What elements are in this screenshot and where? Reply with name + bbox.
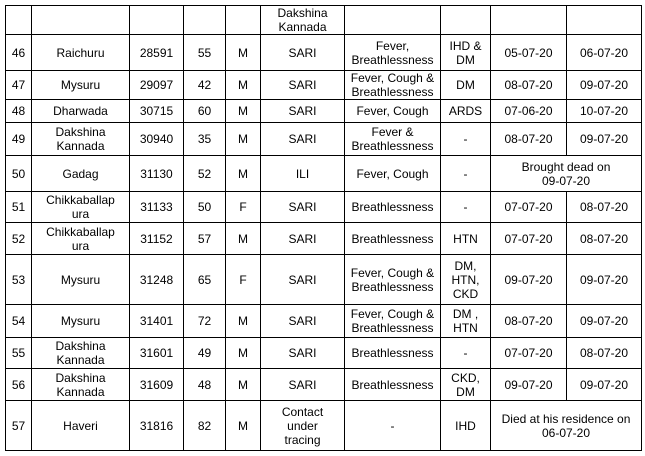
table-row xyxy=(6,71,642,100)
table-row xyxy=(6,223,642,255)
cell-type: SARI xyxy=(261,338,345,369)
cell-age: 72 xyxy=(184,305,226,338)
cell-empty xyxy=(441,6,491,35)
cell-admitted: 09-07-20 xyxy=(491,369,567,401)
cell-comorbid: HTN xyxy=(441,223,491,255)
cell-empty xyxy=(32,6,130,35)
cell-age: 49 xyxy=(184,338,226,369)
cell-comorbid: IHD xyxy=(441,401,491,451)
cell-sex: M xyxy=(226,369,261,401)
cell-died: 10-07-20 xyxy=(567,100,642,123)
table-row xyxy=(6,338,642,369)
table-row xyxy=(6,100,642,123)
cell-symptoms: Breathlessness xyxy=(345,192,441,223)
cell-died: 08-07-20 xyxy=(567,192,642,223)
cell-sex: F xyxy=(226,255,261,305)
cell-no: 51 xyxy=(6,192,32,223)
cell-no: 57 xyxy=(6,401,32,451)
cell-no: 46 xyxy=(6,35,32,71)
cell-outcome-note: Brought dead on 09-07-20 xyxy=(491,156,642,192)
cell-id: 29097 xyxy=(130,71,184,100)
cell-outcome-note: Died at his residence on 06-07-20 xyxy=(491,401,642,451)
cell-type: Contact under tracing xyxy=(261,401,345,451)
cell-admitted: 07-07-20 xyxy=(491,223,567,255)
cell-sex: M xyxy=(226,71,261,100)
cell-symptoms: Fever, Cough & Breathlessness xyxy=(345,255,441,305)
cell-admitted: 05-07-20 xyxy=(491,35,567,71)
cell-symptoms: Breathlessness xyxy=(345,369,441,401)
table-row xyxy=(6,255,642,305)
cell-comorbid: - xyxy=(441,338,491,369)
cell-sex: M xyxy=(226,35,261,71)
cell-district: Mysuru xyxy=(32,71,130,100)
cell-empty xyxy=(491,6,567,35)
cell-comorbid: DM xyxy=(441,71,491,100)
cell-district: Mysuru xyxy=(32,305,130,338)
cell-empty xyxy=(130,6,184,35)
cell-id: 31609 xyxy=(130,369,184,401)
cell-admitted: 08-07-20 xyxy=(491,305,567,338)
cell-comorbid: - xyxy=(441,123,491,156)
cell-type: SARI xyxy=(261,255,345,305)
cell-symptoms: Fever & Breathlessness xyxy=(345,123,441,156)
cell-died: 09-07-20 xyxy=(567,123,642,156)
cell-empty xyxy=(345,6,441,35)
cell-no: 53 xyxy=(6,255,32,305)
cell-age: 60 xyxy=(184,100,226,123)
cell-age: 82 xyxy=(184,401,226,451)
cell-no: 55 xyxy=(6,338,32,369)
cell-no: 56 xyxy=(6,369,32,401)
cell-id: 31133 xyxy=(130,192,184,223)
cell-comorbid: DM, HTN, CKD xyxy=(441,255,491,305)
cell-sex: M xyxy=(226,156,261,192)
cell-type: SARI xyxy=(261,192,345,223)
cell-district: Dakshina Kannada xyxy=(32,338,130,369)
cell-died: 08-07-20 xyxy=(567,338,642,369)
cell-sex: M xyxy=(226,305,261,338)
cell-id: 30940 xyxy=(130,123,184,156)
cell-symptoms: Breathlessness xyxy=(345,223,441,255)
cell-died: 08-07-20 xyxy=(567,223,642,255)
cell-type: SARI xyxy=(261,123,345,156)
cell-id: 31816 xyxy=(130,401,184,451)
cell-district: Raichuru xyxy=(32,35,130,71)
cell-id: 31152 xyxy=(130,223,184,255)
cell-symptoms: - xyxy=(345,401,441,451)
cell-id: 28591 xyxy=(130,35,184,71)
cell-admitted: 08-07-20 xyxy=(491,123,567,156)
cell-admitted: 07-07-20 xyxy=(491,338,567,369)
cell-sex: M xyxy=(226,223,261,255)
cell-sex: M xyxy=(226,123,261,156)
cell-district: Dakshina Kannada xyxy=(32,123,130,156)
cell-no: 52 xyxy=(6,223,32,255)
cell-died: 09-07-20 xyxy=(567,369,642,401)
cell-age: 52 xyxy=(184,156,226,192)
cell-district: Mysuru xyxy=(32,255,130,305)
cell-age: 42 xyxy=(184,71,226,100)
cell-age: 35 xyxy=(184,123,226,156)
cell-age: 65 xyxy=(184,255,226,305)
cell-symptoms: Fever, Cough & Breathlessness xyxy=(345,305,441,338)
cell-age: 57 xyxy=(184,223,226,255)
table-row xyxy=(6,156,642,192)
table-row xyxy=(6,35,642,71)
cell-no: 48 xyxy=(6,100,32,123)
cell-died: 06-07-20 xyxy=(567,35,642,71)
cell-id: 30715 xyxy=(130,100,184,123)
cell-continuation-text: Dakshina Kannada xyxy=(261,6,345,35)
cell-age: 48 xyxy=(184,369,226,401)
cell-age: 55 xyxy=(184,35,226,71)
cell-admitted: 07-06-20 xyxy=(491,100,567,123)
cell-died: 09-07-20 xyxy=(567,71,642,100)
cell-type: SARI xyxy=(261,71,345,100)
cell-id: 31401 xyxy=(130,305,184,338)
cell-comorbid: CKD, DM xyxy=(441,369,491,401)
cell-symptoms: Fever, Breathlessness xyxy=(345,35,441,71)
cell-district: Chikkaballap ura xyxy=(32,223,130,255)
cell-district: Dakshina Kannada xyxy=(32,369,130,401)
cell-no: 50 xyxy=(6,156,32,192)
table-row xyxy=(6,123,642,156)
cell-district: Gadag xyxy=(32,156,130,192)
cell-no: 54 xyxy=(6,305,32,338)
cell-type: SARI xyxy=(261,223,345,255)
cell-empty xyxy=(6,6,32,35)
cell-type: SARI xyxy=(261,100,345,123)
cell-type: SARI xyxy=(261,305,345,338)
cell-district: Dharwada xyxy=(32,100,130,123)
table-row xyxy=(6,192,642,223)
cell-district: Chikkaballap ura xyxy=(32,192,130,223)
cell-id: 31130 xyxy=(130,156,184,192)
table-row-continuation xyxy=(6,6,642,35)
cell-sex: F xyxy=(226,192,261,223)
cell-symptoms: Fever, Cough & Breathlessness xyxy=(345,71,441,100)
cell-comorbid: - xyxy=(441,156,491,192)
cell-empty xyxy=(184,6,226,35)
table-row xyxy=(6,305,642,338)
cell-sex: M xyxy=(226,338,261,369)
cell-admitted: 07-07-20 xyxy=(491,192,567,223)
cell-empty xyxy=(226,6,261,35)
death-cases-table xyxy=(5,5,642,451)
cell-no: 47 xyxy=(6,71,32,100)
cell-symptoms: Breathlessness xyxy=(345,338,441,369)
cell-comorbid: - xyxy=(441,192,491,223)
cell-died: 09-07-20 xyxy=(567,305,642,338)
cell-symptoms: Fever, Cough xyxy=(345,156,441,192)
cell-type: SARI xyxy=(261,35,345,71)
cell-age: 50 xyxy=(184,192,226,223)
cell-empty xyxy=(567,6,642,35)
cell-admitted: 09-07-20 xyxy=(491,255,567,305)
cell-no: 49 xyxy=(6,123,32,156)
cell-admitted: 08-07-20 xyxy=(491,71,567,100)
cell-died: 09-07-20 xyxy=(567,255,642,305)
table-row xyxy=(6,401,642,451)
cell-sex: M xyxy=(226,401,261,451)
cell-district: Haveri xyxy=(32,401,130,451)
cell-comorbid: ARDS xyxy=(441,100,491,123)
cell-type: SARI xyxy=(261,369,345,401)
table-row xyxy=(6,369,642,401)
cell-symptoms: Fever, Cough xyxy=(345,100,441,123)
cell-comorbid: IHD & DM xyxy=(441,35,491,71)
cell-id: 31601 xyxy=(130,338,184,369)
cell-id: 31248 xyxy=(130,255,184,305)
cell-comorbid: DM , HTN xyxy=(441,305,491,338)
cell-type: ILI xyxy=(261,156,345,192)
cell-sex: M xyxy=(226,100,261,123)
